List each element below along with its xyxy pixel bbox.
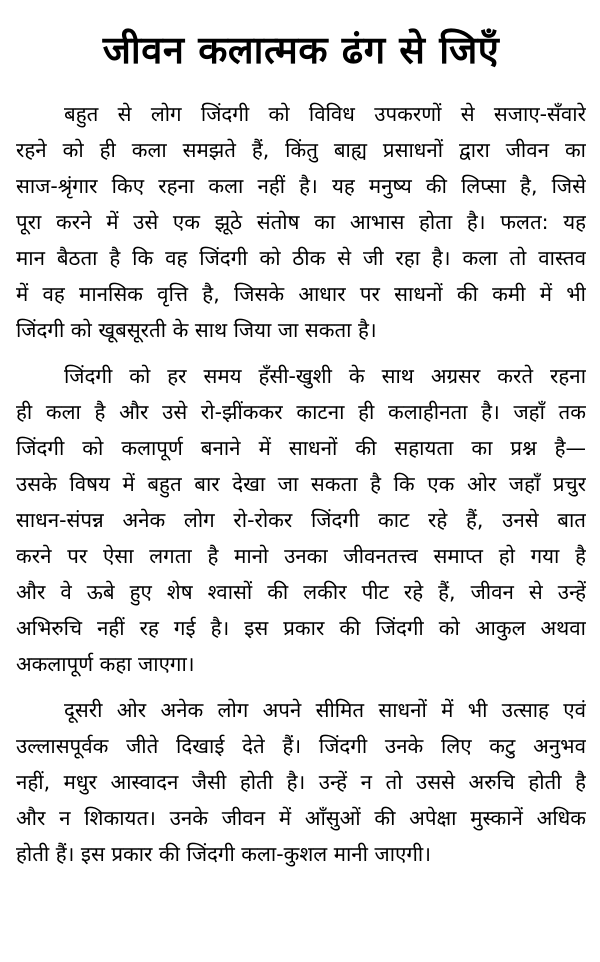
text-line: मान बैठता है कि वह जिंदगी को ठीक से जी रहा है। कला तो वास्तव bbox=[16, 246, 586, 270]
text-line: बहुत से लोग जिंदगी को विविध उपकरणों से सजाए-सँवारे bbox=[64, 102, 586, 126]
paragraph-2 bbox=[16, 358, 586, 682]
paragraph-1 bbox=[16, 96, 586, 348]
article-body bbox=[16, 96, 586, 872]
text-line: अभिरुचि नहीं रह गई है। इस प्रकार की जिंदगी को आकुल अथवा bbox=[16, 616, 586, 640]
text-line: दूसरी ओर अनेक लोग अपने सीमित साधनों में भी उत्साह एवं bbox=[64, 698, 586, 722]
text-line: जिंदगी को खूबसूरती के साथ जिया जा सकता है। bbox=[16, 318, 377, 342]
text-line: रहने को ही कला समझते हैं, किंतु बाह्य प्रसाधनों द्वारा जीवन का bbox=[16, 138, 586, 162]
text-line: अकलापूर्ण कहा जाएगा। bbox=[16, 652, 195, 676]
text-line: जिंदगी को हर समय हँसी-खुशी के साथ अग्रसर करते रहना bbox=[64, 364, 586, 388]
text-line: ही कला है और उसे रो-झींककर काटना ही कलाहीनता है। जहाँ तक bbox=[16, 400, 586, 424]
text-line: पूरा करने में उसे एक झूठे संतोष का आभास होता है। फलत: यह bbox=[16, 210, 586, 234]
paragraph-3 bbox=[16, 692, 586, 872]
text-line: होती हैं। इस प्रकार की जिंदगी कला-कुशल मानी जाएगी। bbox=[16, 842, 431, 866]
text-line: में वह मानसिक वृत्ति है, जिसके आधार पर साधनों की कमी में भी bbox=[16, 282, 586, 306]
text-line: उल्लासपूर्वक जीते दिखाई देते हैं। जिंदगी उनके लिए कटु अनुभव bbox=[16, 734, 586, 758]
text-line: करने पर ऐसा लगता है मानो उनका जीवनतत्त्व समाप्त हो गया है bbox=[16, 544, 586, 568]
text-line: नहीं, मधुर आस्वादन जैसी होती है। उन्हें न तो उससे अरुचि होती है bbox=[16, 770, 586, 794]
text-line: उसके विषय में बहुत बार देखा जा सकता है कि एक ओर जहाँ प्रचुर bbox=[16, 472, 586, 496]
text-line: जिंदगी को कलापूर्ण बनाने में साधनों की सहायता का प्रश्न है— bbox=[16, 436, 586, 460]
text-line: और वे ऊबे हुए शेष श्वासों की लकीर पीट रहे हैं, जीवन से उन्हें bbox=[16, 580, 586, 604]
page-title: जीवन कलात्मक ढंग से जिएँ bbox=[102, 28, 500, 72]
text-line: और न शिकायत। उनके जीवन में आँसुओं की अपेक्षा मुस्कानें अधिक bbox=[16, 806, 586, 830]
text-line: साज-श्रृंगार किए रहना कला नहीं है। यह मनुष्य की लिप्सा है, जिसे bbox=[16, 174, 586, 198]
text-line: साधन-संपन्न अनेक लोग रो-रोकर जिंदगी काट रहे हैं, उनसे बात bbox=[16, 508, 586, 532]
